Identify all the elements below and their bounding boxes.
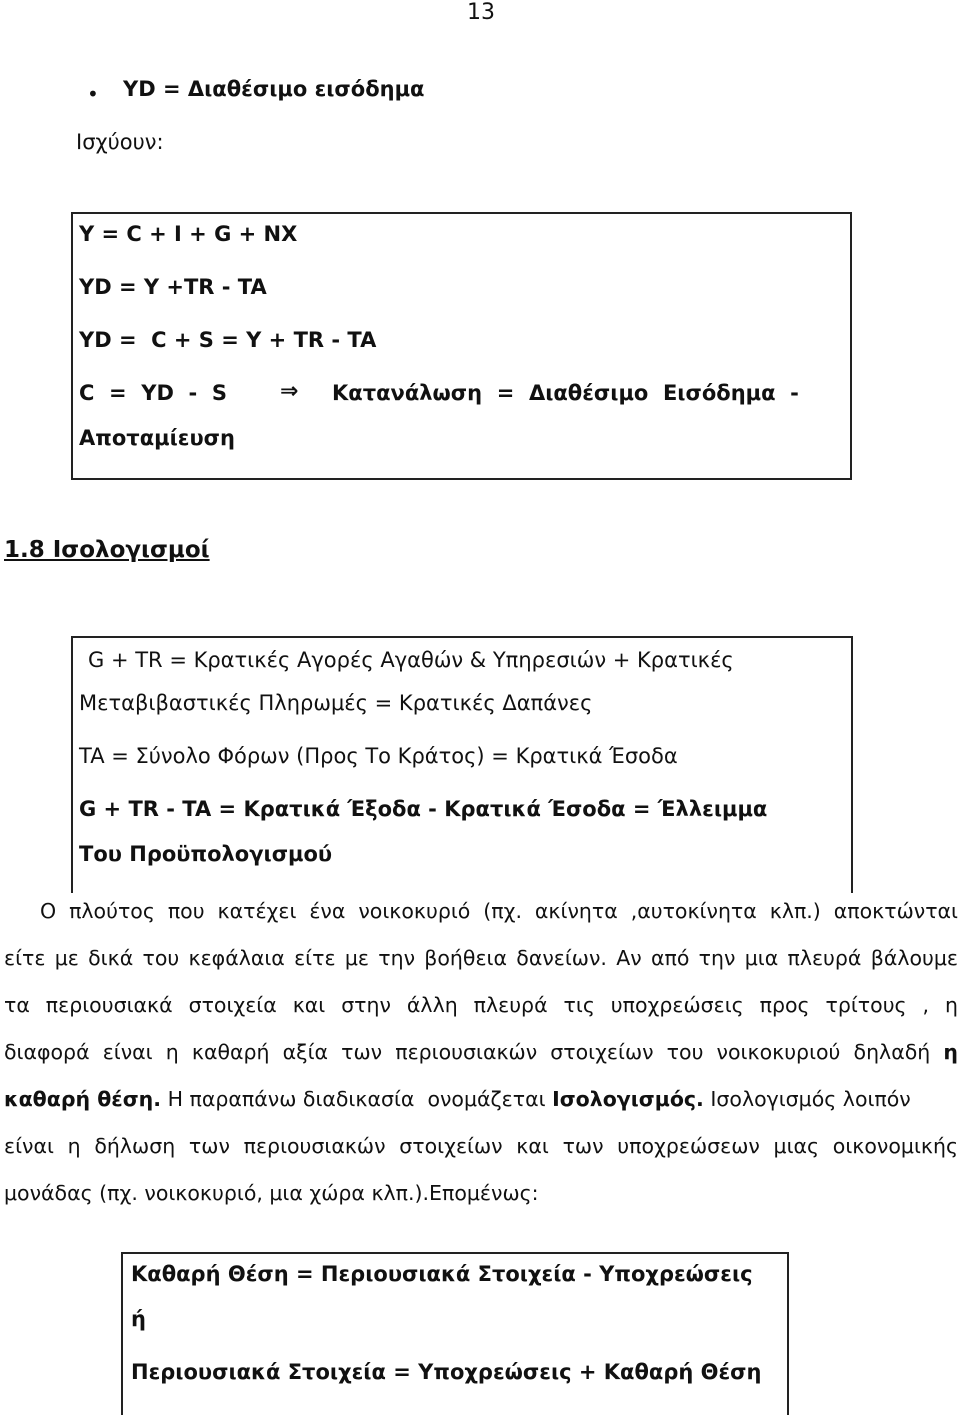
budget-line-5: Του Προϋπολογισμού [79,842,333,866]
section-heading: 1.8 Ισολογισμοί [4,537,210,563]
paragraph-line-4 [4,1029,958,1076]
paragraph-line-3: τα περιουσιακά στοιχεία και στην άλλη πλευρά τις υποχρεώσεις προς τρίτους , η [4,993,958,1017]
paragraph-line-5d: Ισολογισμός λοιπόν [703,1087,911,1111]
bullet-text: YD = Διαθέσιμο εισόδημα [123,77,425,101]
intro-text: Ισχύουν: [76,130,164,154]
formula-line-4b: Κατανάλωση = Διαθέσιμο Εισόδημα - [332,381,799,405]
term-net-position: καθαρή θέση. [4,1087,162,1111]
paragraph-line-5 [4,1076,958,1123]
bullet-dot: • [87,82,99,106]
paragraph-line-1: Ο πλούτος που κατέχει ένα νοικοκυριό (πχ. ακίνητα ,αυτοκίνητα κλπ.) αποκτώνται [40,899,958,923]
paragraph-line-2: είτε με δικά του κεφάλαια είτε με την βοήθεια δανείων. Αν από την μια πλευρά βάλουμε [4,946,958,970]
net-worth-line-3: Περιουσιακά Στοιχεία = Υποχρεώσεις + Καθαρή Θέση [131,1360,762,1384]
paragraph-line-4a: διαφορά είναι η καθαρή αξία των περιουσιακών στοιχείων του νοικοκυριού δηλαδή [4,1040,931,1064]
formula-line-3: YD = C + S = Y + TR - TA [79,328,377,352]
budget-line-4: G + TR - TA = Κρατικά Έξοδα - Κρατικά Έσοδα = Έλλειμμα [79,797,768,821]
formula-line-1: Y = C + I + G + NX [79,222,298,246]
formula-line-5: Αποταμίευση [79,426,235,450]
formula-line-4: C = YD - S [79,381,227,405]
implies-arrow-icon: ⇒ [280,379,299,404]
net-worth-line-2: ή [131,1307,146,1331]
budget-line-3: TA = Σύνολο Φόρων (Προς Το Κράτος) = Κρατικά Έσοδα [79,744,678,768]
paragraph-line-6: είναι η δήλωση των περιουσιακών στοιχείων και των υποχρεώσεων μιας οικονομικής [4,1134,958,1158]
budget-line-1: G + TR = Κρατικές Αγορές Αγαθών & Υπηρεσιών + Κρατικές [88,648,734,672]
paragraph-line-7: μονάδας (πχ. νοικοκυριό, μια χώρα κλπ.).Επομένως: [4,1181,539,1205]
paragraph-line-4b: η [943,1040,958,1064]
term-balance-sheet: Ισολογισμός. [552,1087,704,1111]
body-paragraph [4,888,958,1217]
budget-line-2: Μεταβιβαστικές Πληρωμές = Κρατικές Δαπάνες [79,691,593,715]
formula-line-2: YD = Y +TR - TA [79,275,267,299]
net-worth-line-1: Καθαρή Θέση = Περιουσιακά Στοιχεία - Υποχρεώσεις [131,1262,753,1286]
page-number: 13 [467,0,495,25]
paragraph-line-5b: Η παραπάνω διαδικασία ονομάζεται [161,1087,553,1111]
